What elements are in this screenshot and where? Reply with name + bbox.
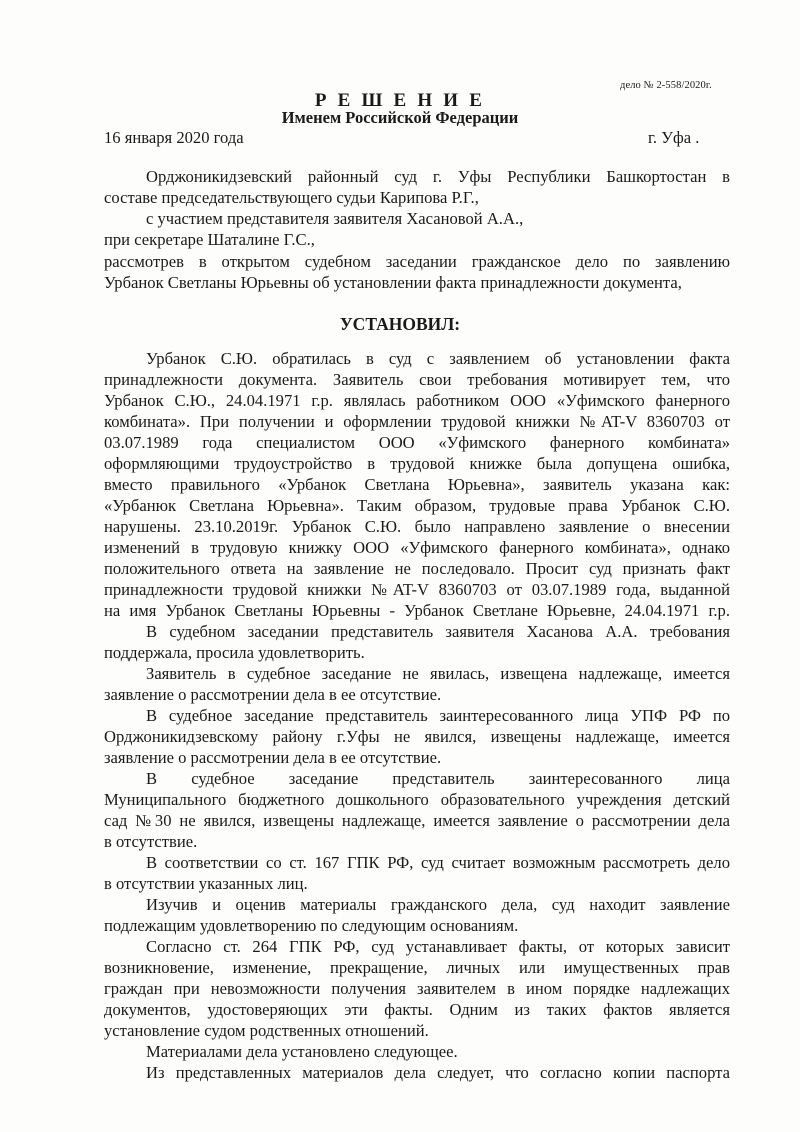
case-number: дело № 2-558/2020г. [620, 80, 712, 91]
body-line: Заявитель в судебное заседание не явилась, извещена надлежаще, имеется [146, 664, 730, 683]
body-line: «Урбанюк Светлана Юрьевна». Таким образом, трудовые права Урбанок С.Ю. [104, 496, 730, 515]
body-line: Урбанок С.Ю. обратилась в суд с заявлением об установлении факта [146, 349, 730, 368]
body-line: комбината». При получении и оформлении трудовой книжки №AT-V 8360703 от [104, 412, 730, 431]
body-line: положительного ответа на заявление не последовало. Просит суд признать факт [104, 559, 730, 578]
body-line: документов, удостоверяющих эти факты. Одним из таких фактов является [104, 1000, 730, 1019]
body-line: принадлежности документа. Заявитель свои требования мотивирует тем, что [104, 370, 730, 389]
body-line: нарушены. 23.10.2019г. Урбанок С.Ю. было направлено заявление о внесении [104, 517, 730, 536]
body-line: Согласно ст. 264 ГПК РФ, суд устанавливает факты, от которых зависит [146, 937, 730, 956]
intro-line: рассмотрев в открытом судебном заседании гражданское дело по заявлению [104, 252, 730, 271]
body-line: В судебное заседание представитель заинтересованного лица [146, 769, 730, 788]
intro-line: с участием представителя заявителя Хасановой А.А., [146, 209, 524, 228]
body-line: вместо правильного «Урбанок Светлана Юрьевна», заявитель указана как: [104, 475, 730, 494]
body-line: в отсутствие. [104, 832, 198, 851]
body-line: на имя Урбанок Светланы Юрьевны - Урбанок Светлане Юрьевне, 24.04.1971 г.р. [104, 601, 730, 620]
body-line: В судебное заседание представитель заинтересованного лица УПФ РФ по [146, 706, 730, 725]
intro-line: при секретаре Шаталине Г.С., [104, 230, 315, 249]
body-line: установление судом родственных отношений. [104, 1021, 429, 1040]
body-line: Из представленных материалов дела следует, что согласно копии паспорта [146, 1063, 730, 1082]
body-line: В судебном заседании представитель заявителя Хасанова А.А. требования [146, 622, 730, 641]
body-line: граждан при невозможности получения заявителем в ином порядке надлежащих [104, 979, 730, 998]
body-line: Материалами дела установлено следующее. [146, 1042, 458, 1061]
body-line: возникновение, изменение, прекращение, личных или имущественных прав [104, 958, 730, 977]
body-line: в отсутствии указанных лиц. [104, 874, 308, 893]
body-line: сад №30 не явился, извещены надлежаще, имеется заявление о рассмотрении дела [104, 811, 730, 830]
body-line: поддержала, просила удовлетворить. [104, 643, 365, 662]
body-line: Изучив и оценив материалы гражданского дела, суд находит заявление [146, 895, 730, 914]
body-line: заявление о рассмотрении дела в ее отсутствие. [104, 748, 442, 767]
body-line: подлежащим удовлетворению по следующим основаниям. [104, 916, 519, 935]
body-line: В соответствии со ст. 167 ГПК РФ, суд считает возможным рассмотреть дело [146, 853, 730, 872]
body-line: заявление о рассмотрении дела в ее отсутствие. [104, 685, 442, 704]
body-line: оформляющими трудоустройство в трудовой книжке была допущена ошибка, [104, 454, 730, 473]
decision-city: г. Уфа . [648, 128, 700, 147]
body-line: Муниципального бюджетного дошкольного образовательного учреждения детский [104, 790, 730, 809]
intro-line: Орджоникидзевский районный суд г. Уфы Республики Башкортостан в [146, 167, 730, 186]
intro-line: Урбанок Светланы Юрьевны об установлении факта принадлежности документа, [104, 273, 682, 292]
body-line: принадлежности трудовой книжки №AT-V 8360703 от 03.07.1989 года, выданной [104, 580, 730, 599]
document-title: Р Е Ш Е Н И Е [314, 90, 486, 111]
document-subtitle: Именем Российской Федерации [281, 108, 519, 127]
body-line: Урбанок С.Ю., 24.04.1971 г.р. являлась работником ООО «Уфимского фанерного [104, 391, 730, 410]
section-heading: УСТАНОВИЛ: [339, 314, 461, 334]
decision-date: 16 января 2020 года [104, 128, 244, 147]
body-line: Орджоникидзевскому району г.Уфы не явился, извещены надлежаще, имеется [104, 727, 730, 746]
body-line: 03.07.1989 года специалистом ООО «Уфимского фанерного комбината» [104, 433, 730, 452]
body-line: изменений в трудовую книжку ООО «Уфимского фанерного комбината», однако [104, 538, 730, 557]
intro-line: составе председательствующего судьи Карипова Р.Г., [104, 188, 479, 207]
